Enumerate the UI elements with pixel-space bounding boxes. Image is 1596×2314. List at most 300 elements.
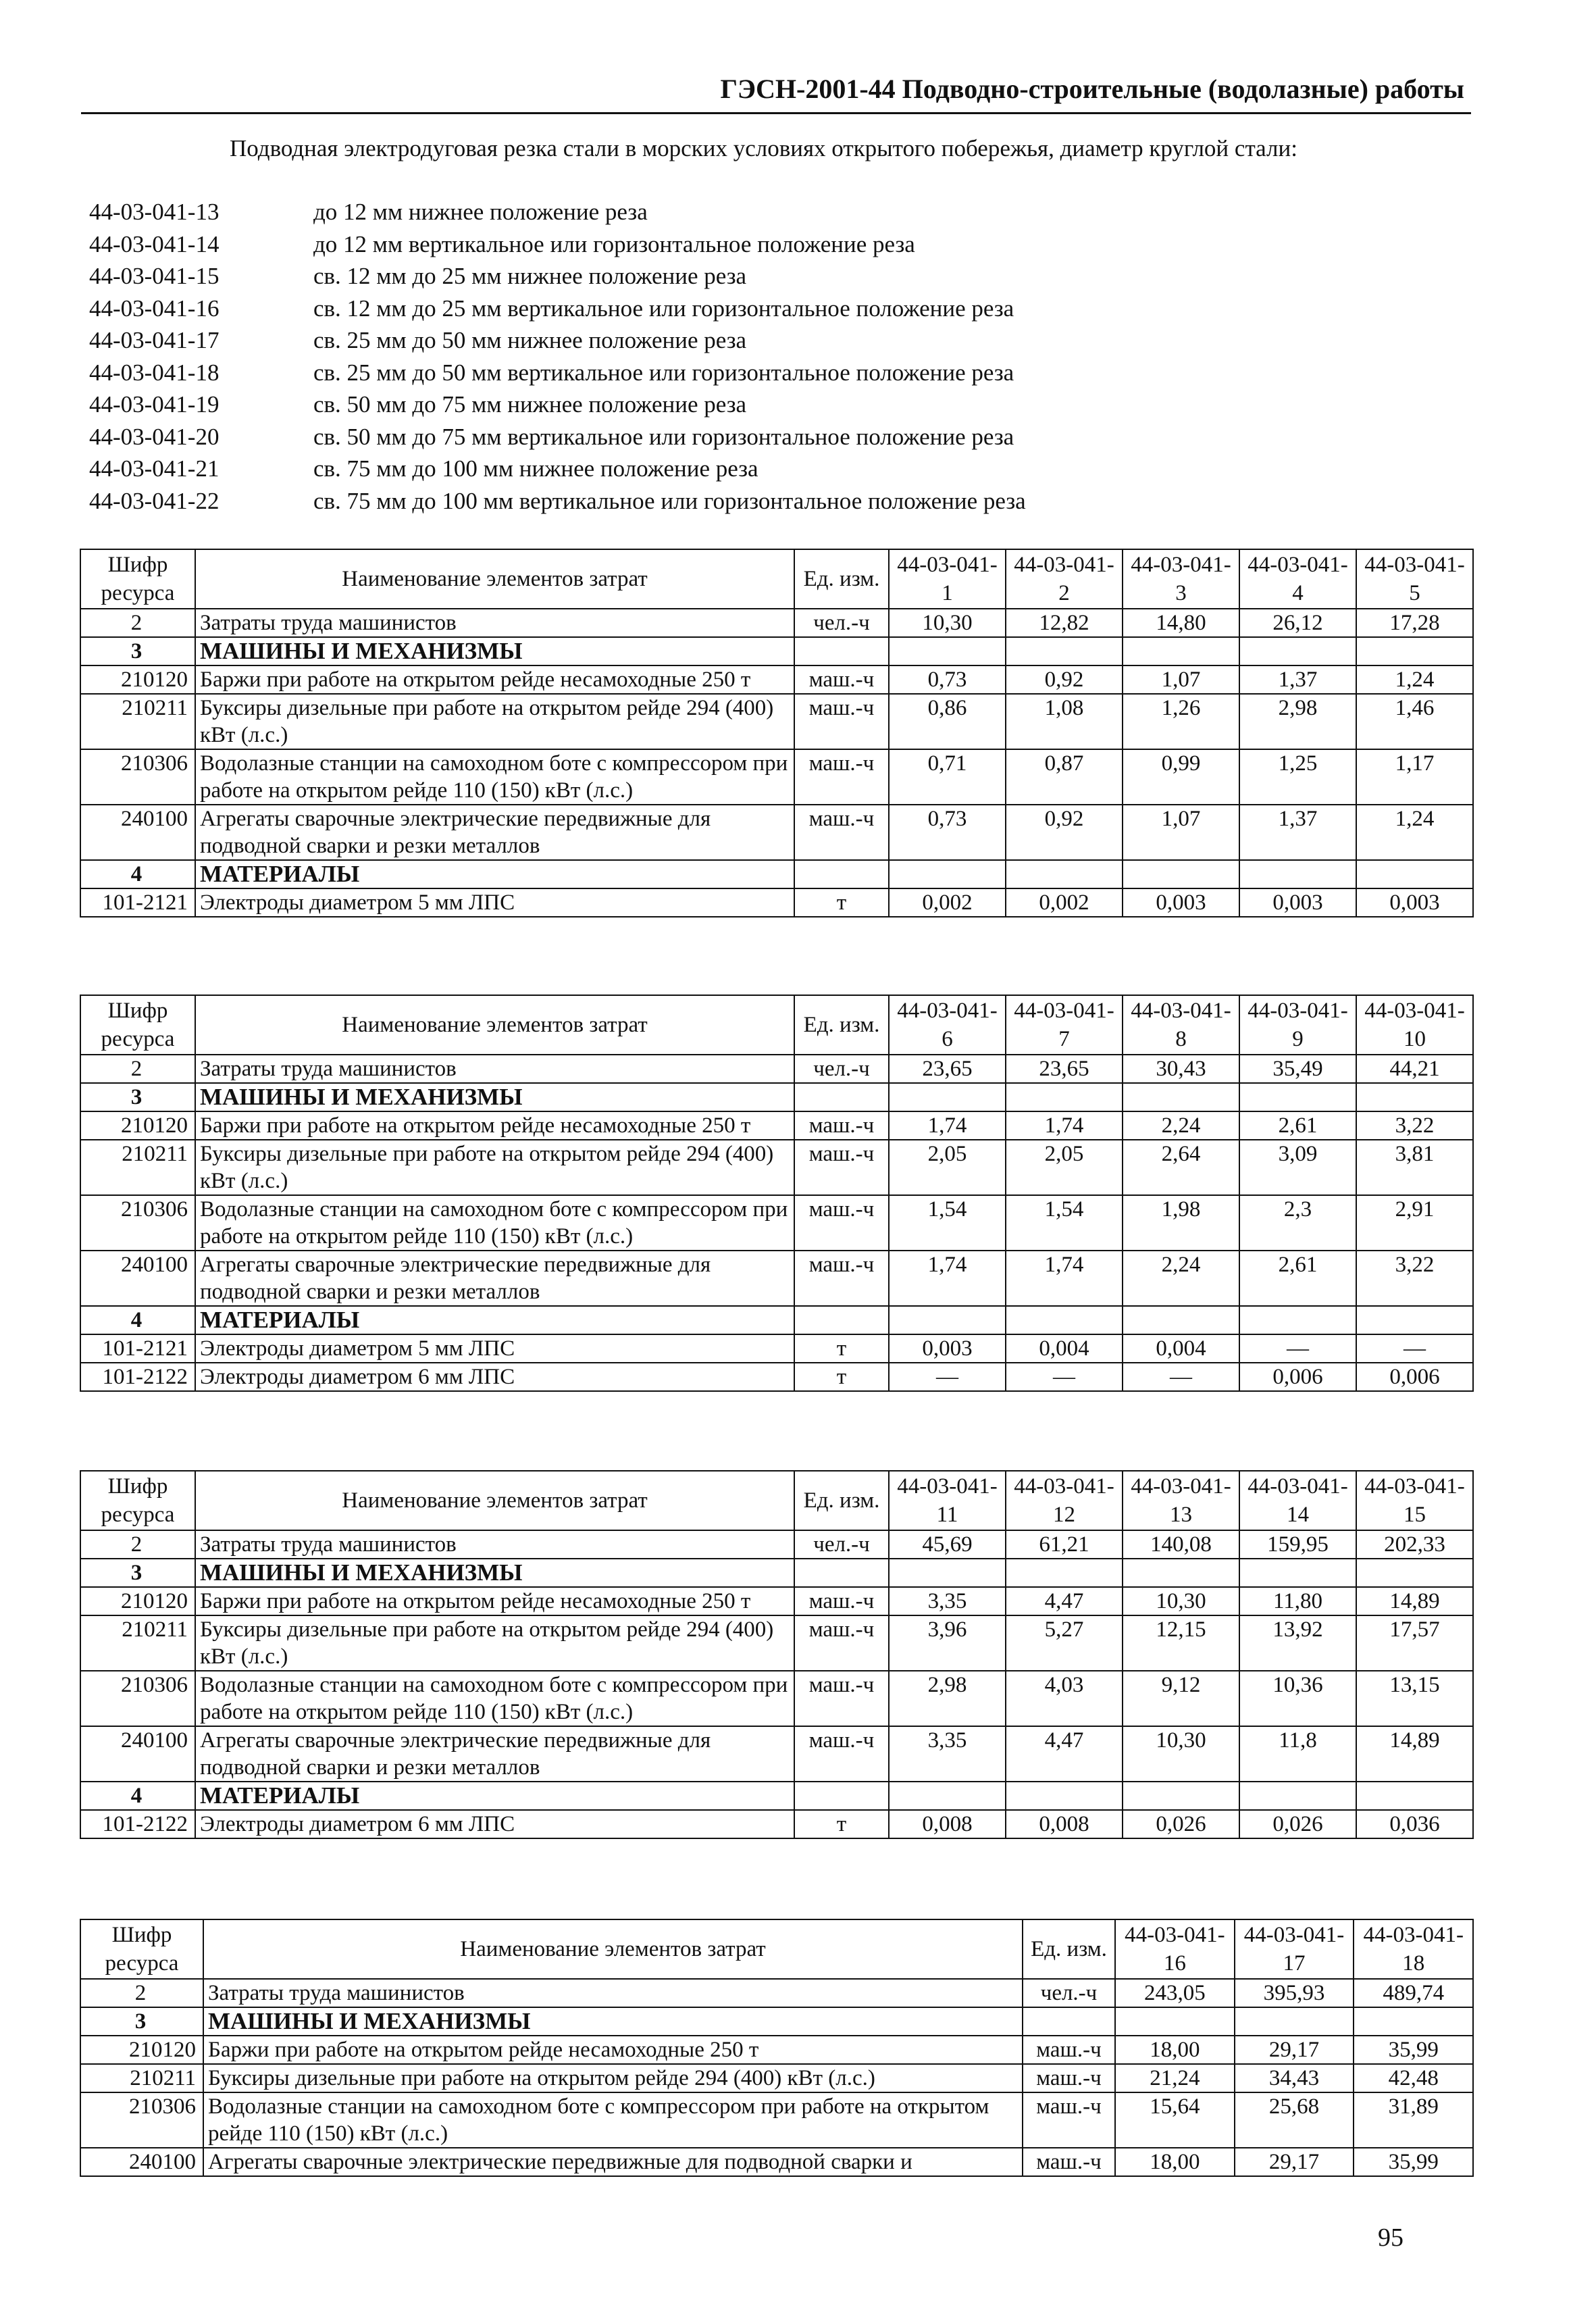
norm-value: 2,61 bbox=[1239, 1251, 1356, 1306]
resource-code: 240100 bbox=[80, 2148, 203, 2176]
code-list-item bbox=[89, 357, 1026, 389]
code-list bbox=[89, 196, 1026, 517]
resource-name: Электроды диаметром 6 мм ЛПС bbox=[195, 1363, 794, 1391]
resource-unit: т bbox=[794, 1363, 889, 1391]
code-list-item bbox=[89, 228, 1026, 261]
resource-code: 2 bbox=[80, 1979, 203, 2007]
norm-value: 2,05 bbox=[1006, 1140, 1123, 1195]
norm-value: 0,71 bbox=[889, 749, 1006, 805]
norm-value: 1,46 bbox=[1356, 694, 1473, 749]
table-row bbox=[80, 609, 1473, 637]
norm-value: 35,99 bbox=[1354, 2148, 1473, 2176]
resource-name: Баржи при работе на открытом рейде несамоходные 250 т bbox=[195, 1111, 794, 1140]
code-list-item bbox=[89, 293, 1026, 325]
norm-value: 14,80 bbox=[1123, 609, 1239, 637]
resource-name: Агрегаты сварочные электрические передвижные для подводной сварки и резки металлов bbox=[195, 805, 794, 860]
header-unit: Ед. изм. bbox=[1023, 1919, 1115, 1979]
table-row bbox=[80, 665, 1473, 694]
table-header-row bbox=[80, 1919, 1473, 1979]
resource-name: Буксиры дизельные при работе на открытом рейде 294 (400) кВт (л.с.) bbox=[203, 2064, 1023, 2092]
table-row bbox=[80, 1251, 1473, 1306]
resource-code: 101-2122 bbox=[80, 1810, 195, 1838]
norm-value: 0,006 bbox=[1239, 1363, 1356, 1391]
resource-code: 4 bbox=[80, 1782, 195, 1810]
norm-value: 14,89 bbox=[1356, 1587, 1473, 1615]
resource-unit: т bbox=[794, 888, 889, 917]
header-norm-code: 44-03-041-8 bbox=[1123, 995, 1239, 1055]
resource-unit: чел.-ч bbox=[794, 1530, 889, 1559]
norm-value: 140,08 bbox=[1123, 1530, 1239, 1559]
empty-cell bbox=[1006, 860, 1123, 888]
header-norm-code: 44-03-041-11 bbox=[889, 1471, 1006, 1530]
resource-unit: маш.-ч bbox=[794, 1195, 889, 1251]
norm-value: 13,15 bbox=[1356, 1671, 1473, 1726]
resource-unit: маш.-ч bbox=[794, 1726, 889, 1782]
norm-value: 13,92 bbox=[1239, 1615, 1356, 1671]
resource-unit: маш.-ч bbox=[1023, 2064, 1115, 2092]
section-row bbox=[80, 1306, 1473, 1334]
empty-cell bbox=[1123, 637, 1239, 665]
empty-cell bbox=[794, 1306, 889, 1334]
norm-value: 1,74 bbox=[889, 1251, 1006, 1306]
norm-value: 2,64 bbox=[1123, 1140, 1239, 1195]
resource-name: МАТЕРИАЛЫ bbox=[195, 1782, 794, 1810]
cost-table-4 bbox=[80, 1919, 1474, 2177]
resource-name: Баржи при работе на открытом рейде несамоходные 250 т bbox=[195, 665, 794, 694]
empty-cell bbox=[1239, 1559, 1356, 1587]
norm-value: 0,008 bbox=[889, 1810, 1006, 1838]
resource-code: 101-2121 bbox=[80, 888, 195, 917]
empty-cell bbox=[889, 637, 1006, 665]
norm-value: 3,09 bbox=[1239, 1140, 1356, 1195]
norm-value: 4,47 bbox=[1006, 1726, 1123, 1782]
norm-value: 0,003 bbox=[1123, 888, 1239, 917]
code-list-item bbox=[89, 453, 1026, 485]
empty-cell bbox=[1123, 1782, 1239, 1810]
code-list-text: св. 12 мм до 25 мм нижнее положение реза bbox=[313, 263, 747, 289]
resource-unit: маш.-ч bbox=[794, 1251, 889, 1306]
norm-value: 18,00 bbox=[1115, 2036, 1235, 2064]
table-row bbox=[80, 1530, 1473, 1559]
norm-value: 17,28 bbox=[1356, 609, 1473, 637]
norm-value: 0,002 bbox=[1006, 888, 1123, 917]
resource-code: 3 bbox=[80, 2007, 203, 2036]
empty-cell bbox=[1356, 1083, 1473, 1111]
norm-value: 0,99 bbox=[1123, 749, 1239, 805]
resource-unit: маш.-ч bbox=[794, 1587, 889, 1615]
table-row bbox=[80, 1810, 1473, 1838]
norm-value: 4,03 bbox=[1006, 1671, 1123, 1726]
code-list-item bbox=[89, 196, 1026, 228]
norm-value: 2,3 bbox=[1239, 1195, 1356, 1251]
empty-cell bbox=[1006, 637, 1123, 665]
page-header-title: ГЭСН-2001-44 Подводно-строительные (водолазные) работы bbox=[720, 74, 1464, 104]
table-row bbox=[80, 888, 1473, 917]
table-row bbox=[80, 1334, 1473, 1363]
resource-code: 4 bbox=[80, 860, 195, 888]
norm-value: 0,003 bbox=[1356, 888, 1473, 917]
norm-value: 2,24 bbox=[1123, 1111, 1239, 1140]
code-list-code: 44-03-041-17 bbox=[89, 327, 220, 353]
norm-value: 0,73 bbox=[889, 665, 1006, 694]
empty-cell bbox=[1235, 2007, 1354, 2036]
header-unit: Ед. изм. bbox=[794, 1471, 889, 1530]
norm-value: 395,93 bbox=[1235, 1979, 1354, 2007]
norm-value: 1,25 bbox=[1239, 749, 1356, 805]
norm-value: — bbox=[1006, 1363, 1123, 1391]
norm-value: 1,74 bbox=[889, 1111, 1006, 1140]
empty-cell bbox=[1356, 637, 1473, 665]
norm-value: 18,00 bbox=[1115, 2148, 1235, 2176]
norm-value: 17,57 bbox=[1356, 1615, 1473, 1671]
header-code: Шифр ресурса bbox=[80, 1471, 195, 1530]
header-name: Наименование элементов затрат bbox=[195, 549, 794, 609]
empty-cell bbox=[1123, 1559, 1239, 1587]
norm-value: 25,68 bbox=[1235, 2092, 1354, 2148]
empty-cell bbox=[1123, 1306, 1239, 1334]
resource-unit: маш.-ч bbox=[794, 665, 889, 694]
norm-value: 0,86 bbox=[889, 694, 1006, 749]
table-row bbox=[80, 1111, 1473, 1140]
resource-code: 210120 bbox=[80, 665, 195, 694]
norm-value: — bbox=[1123, 1363, 1239, 1391]
header-norm-code: 44-03-041-7 bbox=[1006, 995, 1123, 1055]
code-list-item bbox=[89, 260, 1026, 293]
resource-code: 210211 bbox=[80, 694, 195, 749]
resource-unit: маш.-ч bbox=[1023, 2036, 1115, 2064]
norm-value: 202,33 bbox=[1356, 1530, 1473, 1559]
norm-value: 0,92 bbox=[1006, 665, 1123, 694]
section-row bbox=[80, 637, 1473, 665]
empty-cell bbox=[1023, 2007, 1115, 2036]
norm-value: 3,81 bbox=[1356, 1140, 1473, 1195]
norm-value: 1,54 bbox=[1006, 1195, 1123, 1251]
norm-value: 0,002 bbox=[889, 888, 1006, 917]
resource-unit: чел.-ч bbox=[794, 1055, 889, 1083]
empty-cell bbox=[1006, 1083, 1123, 1111]
resource-unit: маш.-ч bbox=[794, 1111, 889, 1140]
resource-unit: маш.-ч bbox=[794, 694, 889, 749]
norm-value: 243,05 bbox=[1115, 1979, 1235, 2007]
resource-unit: маш.-ч bbox=[794, 749, 889, 805]
code-list-code: 44-03-041-18 bbox=[89, 359, 220, 386]
resource-code: 210211 bbox=[80, 1615, 195, 1671]
norm-value: 42,48 bbox=[1354, 2064, 1473, 2092]
norm-value: 29,17 bbox=[1235, 2036, 1354, 2064]
header-code: Шифр ресурса bbox=[80, 1919, 203, 1979]
norm-value: 31,89 bbox=[1354, 2092, 1473, 2148]
header-name: Наименование элементов затрат bbox=[203, 1919, 1023, 1979]
norm-value: 0,008 bbox=[1006, 1810, 1123, 1838]
resource-name: Буксиры дизельные при работе на открытом рейде 294 (400) кВт (л.с.) bbox=[195, 1140, 794, 1195]
resource-name: Электроды диаметром 6 мм ЛПС bbox=[195, 1810, 794, 1838]
resource-name: Затраты труда машинистов bbox=[195, 1055, 794, 1083]
norm-value: 2,98 bbox=[889, 1671, 1006, 1726]
code-list-item bbox=[89, 421, 1026, 453]
norm-value: 1,98 bbox=[1123, 1195, 1239, 1251]
section-row bbox=[80, 1782, 1473, 1810]
code-list-code: 44-03-041-13 bbox=[89, 199, 220, 225]
resource-name: Водолазные станции на самоходном боте с компрессором при работе на открытом рейде 110 (150) кВт (л.с.) bbox=[195, 1195, 794, 1251]
norm-value: 3,35 bbox=[889, 1726, 1006, 1782]
resource-code: 210306 bbox=[80, 2092, 203, 2148]
norm-value: 15,64 bbox=[1115, 2092, 1235, 2148]
section-intro: Подводная электродуговая резка стали в морских условиях открытого побережья, диаметр круглой стали: bbox=[230, 135, 1297, 161]
header-unit: Ед. изм. bbox=[794, 995, 889, 1055]
resource-code: 210211 bbox=[80, 1140, 195, 1195]
resource-code: 210306 bbox=[80, 749, 195, 805]
norm-value: 4,47 bbox=[1006, 1587, 1123, 1615]
empty-cell bbox=[1239, 1083, 1356, 1111]
empty-cell bbox=[1239, 1782, 1356, 1810]
resource-code: 210120 bbox=[80, 1587, 195, 1615]
resource-code: 101-2122 bbox=[80, 1363, 195, 1391]
empty-cell bbox=[1356, 1782, 1473, 1810]
empty-cell bbox=[1239, 860, 1356, 888]
empty-cell bbox=[889, 1083, 1006, 1111]
resource-code: 3 bbox=[80, 1559, 195, 1587]
norm-value: 1,07 bbox=[1123, 665, 1239, 694]
table-header-row bbox=[80, 549, 1473, 609]
table-row bbox=[80, 1726, 1473, 1782]
code-list-code: 44-03-041-16 bbox=[89, 295, 220, 322]
norm-value: 23,65 bbox=[1006, 1055, 1123, 1083]
table-row bbox=[80, 2148, 1473, 2176]
resource-unit: чел.-ч bbox=[794, 609, 889, 637]
resource-code: 3 bbox=[80, 1083, 195, 1111]
table-row bbox=[80, 1055, 1473, 1083]
code-list-text: св. 50 мм до 75 мм вертикальное или горизонтальное положение реза bbox=[313, 423, 1014, 450]
resource-unit: т bbox=[794, 1334, 889, 1363]
table-row bbox=[80, 2092, 1473, 2148]
empty-cell bbox=[889, 1782, 1006, 1810]
code-list-item bbox=[89, 324, 1026, 357]
table-row bbox=[80, 1587, 1473, 1615]
norm-value: 1,24 bbox=[1356, 665, 1473, 694]
resource-unit: маш.-ч bbox=[1023, 2148, 1115, 2176]
section-row bbox=[80, 1083, 1473, 1111]
table-row bbox=[80, 749, 1473, 805]
header-norm-code: 44-03-041-16 bbox=[1115, 1919, 1235, 1979]
norm-value: 0,004 bbox=[1123, 1334, 1239, 1363]
code-list-text: св. 25 мм до 50 мм нижнее положение реза bbox=[313, 327, 747, 353]
table-row bbox=[80, 2064, 1473, 2092]
resource-name: МАШИНЫ И МЕХАНИЗМЫ bbox=[195, 1083, 794, 1111]
code-list-code: 44-03-041-14 bbox=[89, 230, 220, 257]
norm-value: 1,17 bbox=[1356, 749, 1473, 805]
code-list-code: 44-03-041-21 bbox=[89, 455, 220, 482]
norm-value: 0,92 bbox=[1006, 805, 1123, 860]
resource-name: МАШИНЫ И МЕХАНИЗМЫ bbox=[195, 1559, 794, 1587]
resource-name: Баржи при работе на открытом рейде несамоходные 250 т bbox=[203, 2036, 1023, 2064]
cost-table-2 bbox=[80, 995, 1474, 1392]
norm-value: 45,69 bbox=[889, 1530, 1006, 1559]
norm-value: 10,30 bbox=[889, 609, 1006, 637]
norm-value: 10,30 bbox=[1123, 1726, 1239, 1782]
resource-name: Затраты труда машинистов bbox=[195, 609, 794, 637]
norm-value: 0,73 bbox=[889, 805, 1006, 860]
empty-cell bbox=[1239, 1306, 1356, 1334]
empty-cell bbox=[794, 1782, 889, 1810]
header-name: Наименование элементов затрат bbox=[195, 1471, 794, 1530]
norm-value: 30,43 bbox=[1123, 1055, 1239, 1083]
header-norm-code: 44-03-041-5 bbox=[1356, 549, 1473, 609]
resource-code: 240100 bbox=[80, 1251, 195, 1306]
norm-value: 3,35 bbox=[889, 1587, 1006, 1615]
resource-code: 240100 bbox=[80, 1726, 195, 1782]
resource-name: Водолазные станции на самоходном боте с компрессором при работе на открытом рейде 110 (150) кВт (л.с.) bbox=[195, 749, 794, 805]
norm-value: 21,24 bbox=[1115, 2064, 1235, 2092]
norm-value: 2,61 bbox=[1239, 1111, 1356, 1140]
norm-value: 29,17 bbox=[1235, 2148, 1354, 2176]
norm-value: 489,74 bbox=[1354, 1979, 1473, 2007]
header-norm-code: 44-03-041-15 bbox=[1356, 1471, 1473, 1530]
empty-cell bbox=[794, 860, 889, 888]
table-row bbox=[80, 1363, 1473, 1391]
resource-name: МАШИНЫ И МЕХАНИЗМЫ bbox=[203, 2007, 1023, 2036]
resource-code: 240100 bbox=[80, 805, 195, 860]
cost-table-3 bbox=[80, 1470, 1474, 1839]
table-row bbox=[80, 1615, 1473, 1671]
empty-cell bbox=[889, 860, 1006, 888]
norm-value: 1,26 bbox=[1123, 694, 1239, 749]
resource-name: Буксиры дизельные при работе на открытом рейде 294 (400) кВт (л.с.) bbox=[195, 694, 794, 749]
table-header-row bbox=[80, 1471, 1473, 1530]
resource-code: 210306 bbox=[80, 1195, 195, 1251]
resource-name: МАШИНЫ И МЕХАНИЗМЫ bbox=[195, 637, 794, 665]
resource-name: Агрегаты сварочные электрические передвижные для подводной сварки и резки металлов bbox=[195, 1726, 794, 1782]
header-norm-code: 44-03-041-17 bbox=[1235, 1919, 1354, 1979]
section-row bbox=[80, 860, 1473, 888]
resource-code: 210306 bbox=[80, 1671, 195, 1726]
norm-value: 1,07 bbox=[1123, 805, 1239, 860]
resource-code: 210120 bbox=[80, 2036, 203, 2064]
header-unit: Ед. изм. bbox=[794, 549, 889, 609]
cost-table-1 bbox=[80, 549, 1474, 917]
table-header-row bbox=[80, 995, 1473, 1055]
norm-value: 35,99 bbox=[1354, 2036, 1473, 2064]
norm-value: — bbox=[889, 1363, 1006, 1391]
norm-value: 9,12 bbox=[1123, 1671, 1239, 1726]
norm-value: 0,003 bbox=[889, 1334, 1006, 1363]
norm-value: 2,24 bbox=[1123, 1251, 1239, 1306]
norm-value: 34,43 bbox=[1235, 2064, 1354, 2092]
norm-value: 10,36 bbox=[1239, 1671, 1356, 1726]
resource-name: Водолазные станции на самоходном боте с компрессором при работе на открытом рейде 110 (150) кВт (л.с.) bbox=[203, 2092, 1023, 2148]
code-list-text: св. 25 мм до 50 мм вертикальное или горизонтальное положение реза bbox=[313, 359, 1014, 386]
resource-code: 210120 bbox=[80, 1111, 195, 1140]
norm-value: 1,37 bbox=[1239, 805, 1356, 860]
empty-cell bbox=[1356, 1306, 1473, 1334]
table-row bbox=[80, 1979, 1473, 2007]
norm-value: 1,74 bbox=[1006, 1251, 1123, 1306]
resource-unit: маш.-ч bbox=[1023, 2092, 1115, 2148]
empty-cell bbox=[1006, 1306, 1123, 1334]
header-name: Наименование элементов затрат bbox=[195, 995, 794, 1055]
resource-unit: т bbox=[794, 1810, 889, 1838]
empty-cell bbox=[1356, 1559, 1473, 1587]
norm-value: 23,65 bbox=[889, 1055, 1006, 1083]
code-list-text: до 12 мм вертикальное или горизонтальное положение реза bbox=[313, 230, 915, 257]
resource-unit: чел.-ч bbox=[1023, 1979, 1115, 2007]
resource-unit: маш.-ч bbox=[794, 1140, 889, 1195]
norm-value: 2,05 bbox=[889, 1140, 1006, 1195]
empty-cell bbox=[1354, 2007, 1473, 2036]
code-list-code: 44-03-041-19 bbox=[89, 391, 220, 418]
code-list-text: св. 12 мм до 25 мм вертикальное или горизонтальное положение реза bbox=[313, 295, 1014, 322]
norm-value: 0,026 bbox=[1239, 1810, 1356, 1838]
empty-cell bbox=[1123, 1083, 1239, 1111]
table-row bbox=[80, 2036, 1473, 2064]
resource-code: 2 bbox=[80, 1530, 195, 1559]
empty-cell bbox=[794, 637, 889, 665]
norm-value: 2,98 bbox=[1239, 694, 1356, 749]
code-list-text: св. 50 мм до 75 мм нижнее положение реза bbox=[313, 391, 747, 418]
resource-name: Затраты труда машинистов bbox=[203, 1979, 1023, 2007]
norm-value: 35,49 bbox=[1239, 1055, 1356, 1083]
section-row bbox=[80, 1559, 1473, 1587]
resource-code: 101-2121 bbox=[80, 1334, 195, 1363]
header-norm-code: 44-03-041-4 bbox=[1239, 549, 1356, 609]
empty-cell bbox=[1006, 1782, 1123, 1810]
empty-cell bbox=[794, 1559, 889, 1587]
section-row bbox=[80, 2007, 1473, 2036]
empty-cell bbox=[889, 1306, 1006, 1334]
norm-value: 0,003 bbox=[1239, 888, 1356, 917]
header-norm-code: 44-03-041-10 bbox=[1356, 995, 1473, 1055]
resource-code: 210211 bbox=[80, 2064, 203, 2092]
header-norm-code: 44-03-041-13 bbox=[1123, 1471, 1239, 1530]
norm-value: 11,8 bbox=[1239, 1726, 1356, 1782]
table-row bbox=[80, 1195, 1473, 1251]
norm-value: 1,74 bbox=[1006, 1111, 1123, 1140]
header-norm-code: 44-03-041-9 bbox=[1239, 995, 1356, 1055]
norm-value: — bbox=[1356, 1334, 1473, 1363]
norm-value: 26,12 bbox=[1239, 609, 1356, 637]
header-norm-code: 44-03-041-3 bbox=[1123, 549, 1239, 609]
table-row bbox=[80, 805, 1473, 860]
header-code: Шифр ресурса bbox=[80, 995, 195, 1055]
norm-value: 1,54 bbox=[889, 1195, 1006, 1251]
empty-cell bbox=[1239, 637, 1356, 665]
empty-cell bbox=[1115, 2007, 1235, 2036]
norm-value: 44,21 bbox=[1356, 1055, 1473, 1083]
code-list-text: до 12 мм нижнее положение реза bbox=[313, 199, 648, 225]
resource-code: 2 bbox=[80, 1055, 195, 1083]
norm-value: 0,026 bbox=[1123, 1810, 1239, 1838]
table-row bbox=[80, 1140, 1473, 1195]
empty-cell bbox=[889, 1559, 1006, 1587]
norm-value: 3,96 bbox=[889, 1615, 1006, 1671]
code-list-code: 44-03-041-22 bbox=[89, 487, 220, 514]
norm-value: 2,91 bbox=[1356, 1195, 1473, 1251]
resource-unit: маш.-ч bbox=[794, 1671, 889, 1726]
norm-value: 3,22 bbox=[1356, 1111, 1473, 1140]
norm-value: 159,95 bbox=[1239, 1530, 1356, 1559]
resource-name: Агрегаты сварочные электрические передвижные для подводной сварки и резки металлов bbox=[195, 1251, 794, 1306]
norm-value: 11,80 bbox=[1239, 1587, 1356, 1615]
resource-name: Буксиры дизельные при работе на открытом рейде 294 (400) кВт (л.с.) bbox=[195, 1615, 794, 1671]
norm-value: 1,08 bbox=[1006, 694, 1123, 749]
resource-name: МАТЕРИАЛЫ bbox=[195, 860, 794, 888]
resource-name: Баржи при работе на открытом рейде несамоходные 250 т bbox=[195, 1587, 794, 1615]
norm-value: 12,82 bbox=[1006, 609, 1123, 637]
resource-name: Агрегаты сварочные электрические передвижные для подводной сварки и bbox=[203, 2148, 1023, 2176]
code-list-code: 44-03-041-15 bbox=[89, 263, 220, 289]
table-row bbox=[80, 1671, 1473, 1726]
empty-cell bbox=[794, 1083, 889, 1111]
header-norm-code: 44-03-041-1 bbox=[889, 549, 1006, 609]
